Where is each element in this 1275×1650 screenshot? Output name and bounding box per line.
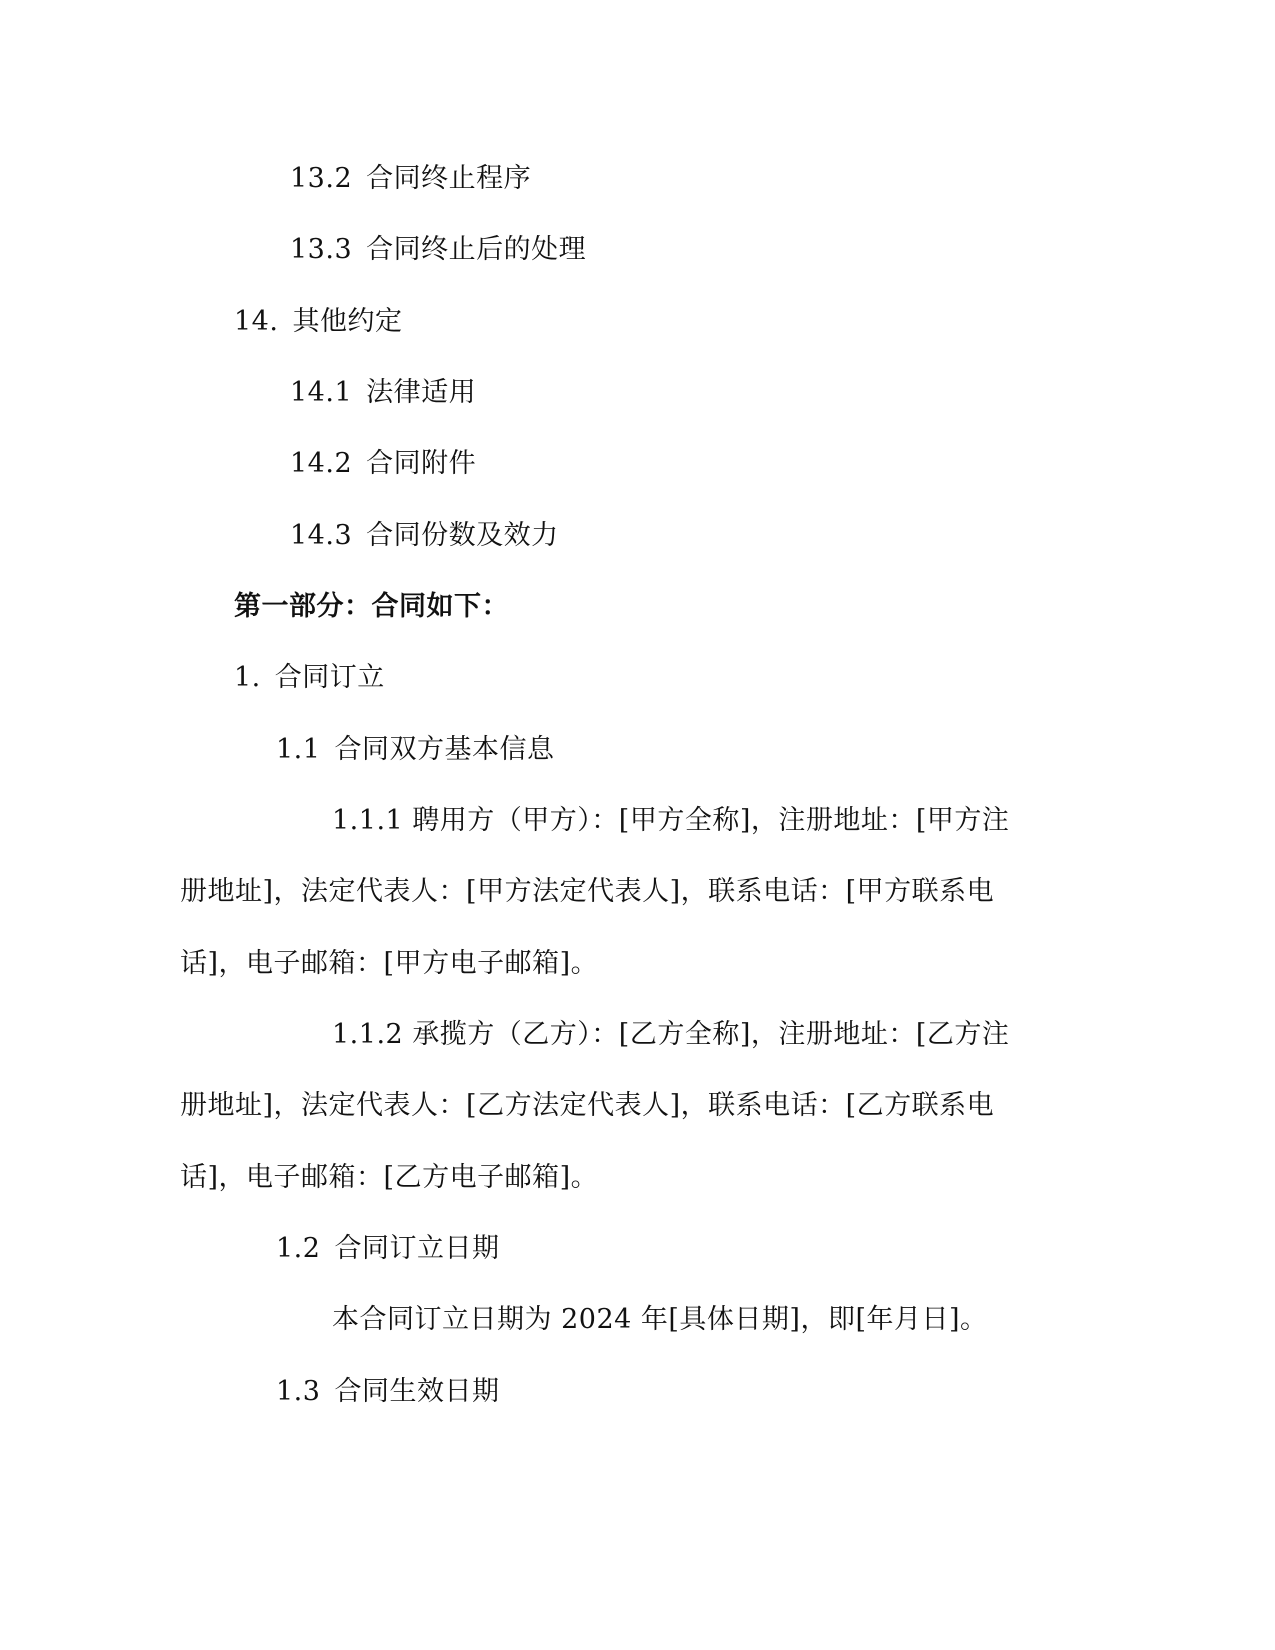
toc-number: 14.3 [290, 520, 353, 551]
party-b-line-1: 1.1.2 承揽方（乙方）：[乙方全称]，注册地址：[乙方注 [332, 1019, 1010, 1050]
part-heading: 第一部分：合同如下： [234, 591, 509, 622]
section-title: 合同双方基本信息 [334, 734, 555, 765]
section-number: 1.3 [276, 1376, 321, 1407]
toc-text: 合同附件 [366, 448, 477, 479]
toc-number: 14.1 [290, 377, 353, 408]
toc-item-14-3 [290, 518, 559, 554]
party-a-line-2: 册地址]，法定代表人：[甲方法定代表人]，联系电话：[甲方联系电 [180, 876, 995, 907]
toc-text: 合同终止后的处理 [366, 234, 587, 265]
toc-number: 14.2 [290, 448, 353, 479]
section-title: 合同订立日期 [334, 1233, 500, 1264]
toc-text: 法律适用 [366, 377, 477, 408]
toc-text: 合同份数及效力 [366, 520, 559, 551]
party-a-line-3: 话]，电子邮箱：[甲方电子邮箱]。 [180, 948, 599, 979]
section-title: 合同生效日期 [334, 1376, 500, 1407]
section-1-heading [234, 660, 385, 696]
toc-item-13-3 [290, 232, 586, 268]
section-number: 1. [234, 662, 261, 693]
toc-item-13-2 [290, 161, 531, 197]
toc-item-14-2 [290, 446, 476, 482]
section-number: 1.1 [276, 734, 321, 765]
toc-text: 其他约定 [292, 306, 403, 337]
toc-item-14-1 [290, 375, 476, 411]
section-number: 1.2 [276, 1233, 321, 1264]
toc-number: 14. [234, 306, 279, 337]
section-1-2-heading [276, 1231, 499, 1267]
signing-date-paragraph: 本合同订立日期为 2024 年[具体日期]，即[年月日]。 [332, 1304, 988, 1335]
section-1-1-heading [276, 732, 554, 768]
section-title: 合同订立 [274, 662, 385, 693]
toc-text: 合同终止程序 [366, 163, 532, 194]
party-b-line-3: 话]，电子邮箱：[乙方电子邮箱]。 [180, 1162, 599, 1193]
party-b-line-2: 册地址]，法定代表人：[乙方法定代表人]，联系电话：[乙方联系电 [180, 1090, 995, 1121]
party-a-line-1: 1.1.1 聘用方（甲方）：[甲方全称]，注册地址：[甲方注 [332, 805, 1010, 836]
toc-number: 13.2 [290, 163, 353, 194]
toc-number: 13.3 [290, 234, 353, 265]
section-1-3-heading [276, 1374, 499, 1410]
toc-item-14 [234, 304, 402, 340]
